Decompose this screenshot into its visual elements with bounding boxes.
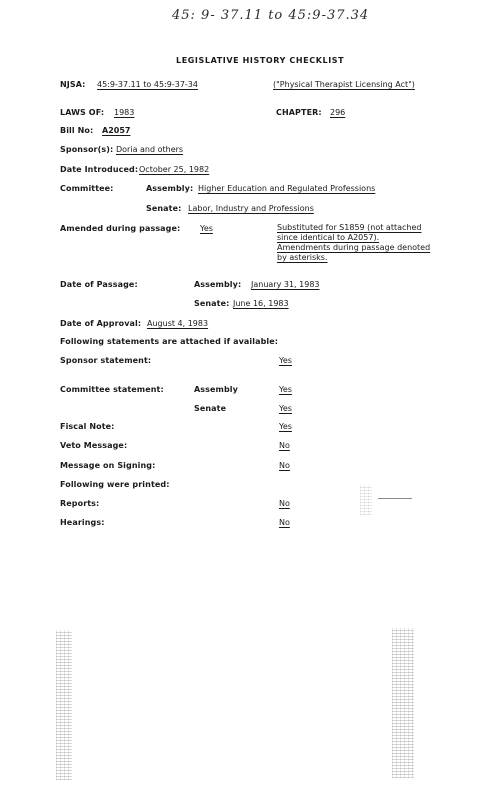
committee-senate-label: Senate: [146, 204, 182, 213]
passage-assembly-value: January 31, 1983 [251, 280, 320, 289]
laws-of-value: 1983 [114, 108, 135, 117]
amended-note-line-2: since identical to A2057). [277, 233, 380, 242]
scan-noise-dash [378, 498, 412, 499]
date-of-approval-label: Date of Approval: [60, 319, 142, 328]
document-title: LEGISLATIVE HISTORY CHECKLIST [176, 56, 345, 65]
scan-noise-mark [360, 485, 372, 515]
committee-statement-label: Committee statement: [60, 385, 164, 394]
sponsor-statement-value: Yes [279, 356, 292, 365]
veto-message-value: No [279, 441, 290, 450]
amended-label: Amended during passage: [60, 224, 181, 233]
date-of-passage-label: Date of Passage: [60, 280, 138, 289]
sponsors-label: Sponsor(s): [60, 145, 114, 154]
following-printed-heading: Following were printed: [60, 480, 170, 489]
message-on-signing-label: Message on Signing: [60, 461, 156, 470]
hearings-label: Hearings: [60, 518, 105, 527]
reports-value: No [279, 499, 290, 508]
message-on-signing-value: No [279, 461, 290, 470]
amended-value: Yes [200, 224, 213, 233]
laws-of-label: LAWS OF: [60, 108, 105, 117]
njsa-value: 45:9-37.11 to 45:9-37-34 [97, 80, 198, 89]
chapter-value: 296 [330, 108, 346, 117]
chapter-label: CHAPTER: [276, 108, 322, 117]
bill-no-label: Bill No: [60, 126, 94, 135]
fiscal-note-value: Yes [279, 422, 292, 431]
fiscal-note-label: Fiscal Note: [60, 422, 115, 431]
njsa-label: NJSA: [60, 80, 86, 89]
passage-senate-label: Senate: [194, 299, 230, 308]
sponsor-statement-label: Sponsor statement: [60, 356, 152, 365]
committee-assembly-value: Higher Education and Regulated Professions [198, 184, 376, 193]
handwritten-citation-note: 45: 9- 37.11 to 45:9-37.34 [172, 8, 370, 23]
committee-statement-assembly-value: Yes [279, 385, 292, 394]
passage-senate-value: June 16, 1983 [233, 299, 289, 308]
veto-message-label: Veto Message: [60, 441, 128, 450]
hearings-value: No [279, 518, 290, 527]
amended-note-line-3: Amendments during passage denoted [277, 243, 431, 252]
committee-label: Committee: [60, 184, 114, 193]
scan-noise-right [392, 628, 414, 778]
following-attached-heading: Following statements are attached if available: [60, 337, 279, 346]
amended-note-line-1: Substituted for S1859 (not attached [277, 223, 422, 232]
date-of-approval-value: August 4, 1983 [147, 319, 209, 328]
sponsors-value: Doria and others [116, 145, 184, 154]
committee-statement-senate-label: Senate [194, 404, 227, 413]
bill-no-value: A2057 [102, 126, 131, 135]
committee-senate-value: Labor, Industry and Professions [188, 204, 314, 213]
amended-note-line-4: by asterisks. [277, 253, 328, 262]
reports-label: Reports: [60, 499, 100, 508]
date-introduced-label: Date Introduced: [60, 165, 139, 174]
date-introduced-value: October 25, 1982 [139, 165, 210, 174]
act-name: ("Physical Therapist Licensing Act") [273, 80, 415, 89]
committee-assembly-label: Assembly: [146, 184, 194, 193]
committee-statement-senate-value: Yes [279, 404, 292, 413]
passage-assembly-label: Assembly: [194, 280, 242, 289]
scan-noise-left [56, 630, 72, 780]
committee-statement-assembly-label: Assembly [194, 385, 238, 394]
